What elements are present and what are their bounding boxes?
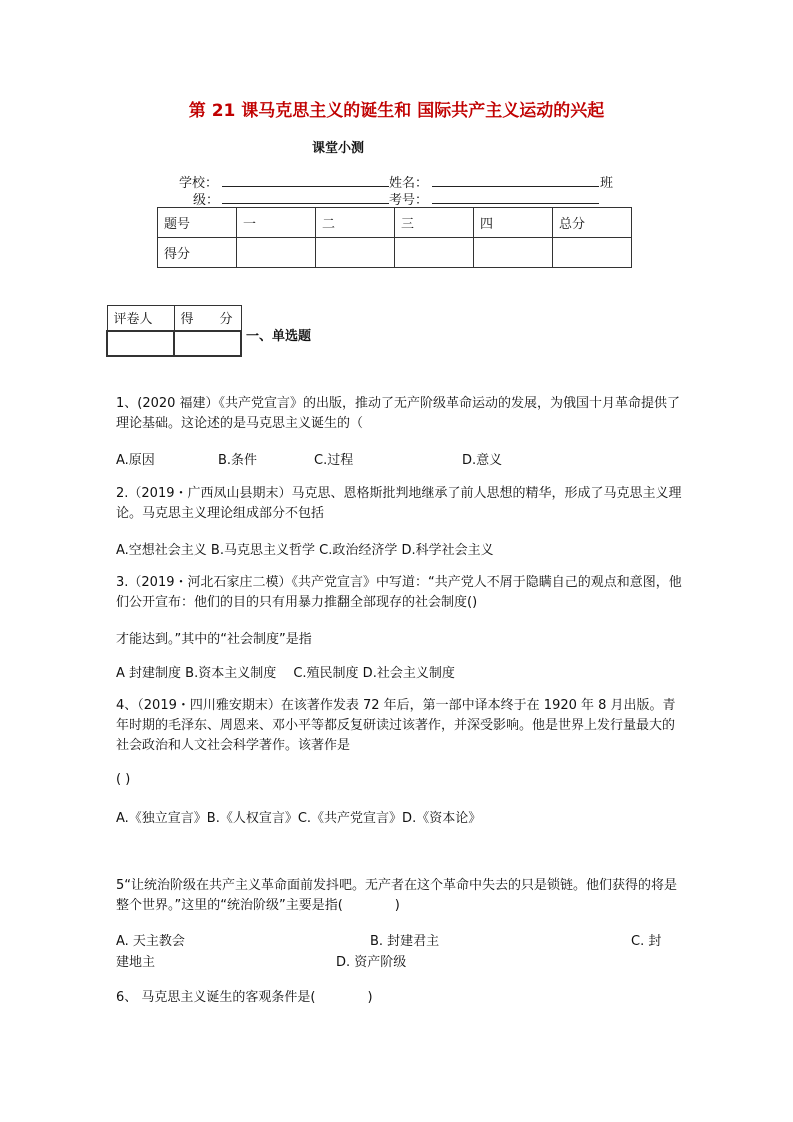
- class-field[interactable]: [222, 203, 389, 204]
- score-cell[interactable]: [316, 238, 395, 268]
- question-5-option-a[interactable]: A. 天主教会: [116, 934, 185, 949]
- grader-score-cell[interactable]: [174, 331, 241, 356]
- table-cell: 总分: [553, 208, 632, 238]
- question-1-text: 1、(2020 福建）《共产党宣言》的出版，推动了无产阶级革命运动的发展，为俄国十月革命提供了理论基础。这论述的是马克思主义诞生的（: [116, 396, 681, 431]
- table-row: [158, 208, 632, 238]
- reviewer-header: 评卷人: [107, 306, 174, 331]
- table-cell: 四: [474, 208, 553, 238]
- table-cell: 三: [395, 208, 474, 238]
- question-3-options[interactable]: A 封建制度 B.资本主义制度 C.殖民制度 D.社会主义制度: [116, 666, 455, 681]
- score-cell[interactable]: [474, 238, 553, 268]
- table-cell: 题号: [158, 208, 237, 238]
- question-2-text: 2.（2019・广西凤山县期末）马克思、恩格斯批判地继承了前人思想的精华，形成了马克思主义理论。马克思主义理论组成部分不包括: [116, 486, 682, 521]
- question-2-options[interactable]: A.空想社会主义 B.马克思主义哲学 C.政治经济学 D.科学社会主义: [116, 543, 494, 558]
- table-row: [107, 331, 241, 356]
- exam-no-field[interactable]: [432, 203, 599, 204]
- question-4-blank: ( ): [116, 772, 131, 787]
- score-cell[interactable]: [553, 238, 632, 268]
- question-5-option-c[interactable]: C. 封: [631, 934, 662, 949]
- score-cell[interactable]: [395, 238, 474, 268]
- question-3-text: 3.（2019・河北石家庄二模）《共产党宣言》中写道：“共产党人不屑于隐瞒自己的观点和意图，他们公开宣布：他们的目的只有用暴力推翻全部现存的社会制度(): [116, 575, 682, 610]
- page-title: 第 21 课马克思主义的诞生和 国际共产主义运动的兴起: [188, 101, 605, 121]
- school-field[interactable]: [222, 186, 389, 187]
- question-3-text-continued: 才能达到。”其中的“社会制度”是指: [116, 632, 312, 647]
- question-1-option-c[interactable]: C.过程: [314, 453, 354, 468]
- class-label-part1: 班: [600, 176, 614, 191]
- question-5-option-d[interactable]: D. 资产阶级: [336, 955, 407, 970]
- table-cell: 二: [316, 208, 395, 238]
- grader-score-header: 得 分: [174, 306, 241, 331]
- section-title: 一、单选题: [246, 329, 312, 344]
- question-5-option-c-continued: 建地主: [116, 955, 156, 970]
- table-cell: 一: [237, 208, 316, 238]
- table-cell: 得分: [158, 238, 237, 268]
- question-5-text: 5“让统治阶级在共产主义革命面前发抖吧。无产者在这个革命中失去的只是锁链。他们获得的将是整个世界。”这里的“统治阶级”主要是指( ): [116, 878, 678, 913]
- page-subtitle: 课堂小测: [312, 141, 365, 156]
- class-label-part2: 级：: [193, 193, 220, 208]
- reviewer-cell[interactable]: [107, 331, 174, 356]
- score-table: [157, 207, 632, 268]
- grader-table: [106, 305, 242, 357]
- question-4-options[interactable]: A.《独立宣言》B.《人权宣言》C.《共产党宣言》D.《资本论》: [116, 811, 482, 826]
- question-4-text: 4、（2019・四川雅安期末）在该著作发表 72 年后，第一部中译本终于在 1920 年 8 月出版。青年时期的毛泽东、周恩来、邓小平等都反复研读过该著作，并深受影响。他是世界上发行量最大的社会政治和人文社会科学著作。该著作是: [116, 698, 676, 753]
- table-row: [107, 306, 241, 331]
- question-5-option-b[interactable]: B. 封建君主: [370, 934, 440, 949]
- question-1-option-d[interactable]: D.意义: [462, 453, 503, 468]
- score-cell[interactable]: [237, 238, 316, 268]
- question-6-text: 6、 马克思主义诞生的客观条件是( ): [116, 990, 373, 1005]
- school-label: 学校：: [179, 176, 219, 191]
- question-1-option-a[interactable]: A.原因: [116, 453, 155, 468]
- name-field[interactable]: [432, 186, 599, 187]
- exam-no-label: 考号：: [389, 193, 429, 208]
- name-label: 姓名：: [389, 176, 429, 191]
- question-1-option-b[interactable]: B.条件: [218, 453, 258, 468]
- table-row: [158, 238, 632, 268]
